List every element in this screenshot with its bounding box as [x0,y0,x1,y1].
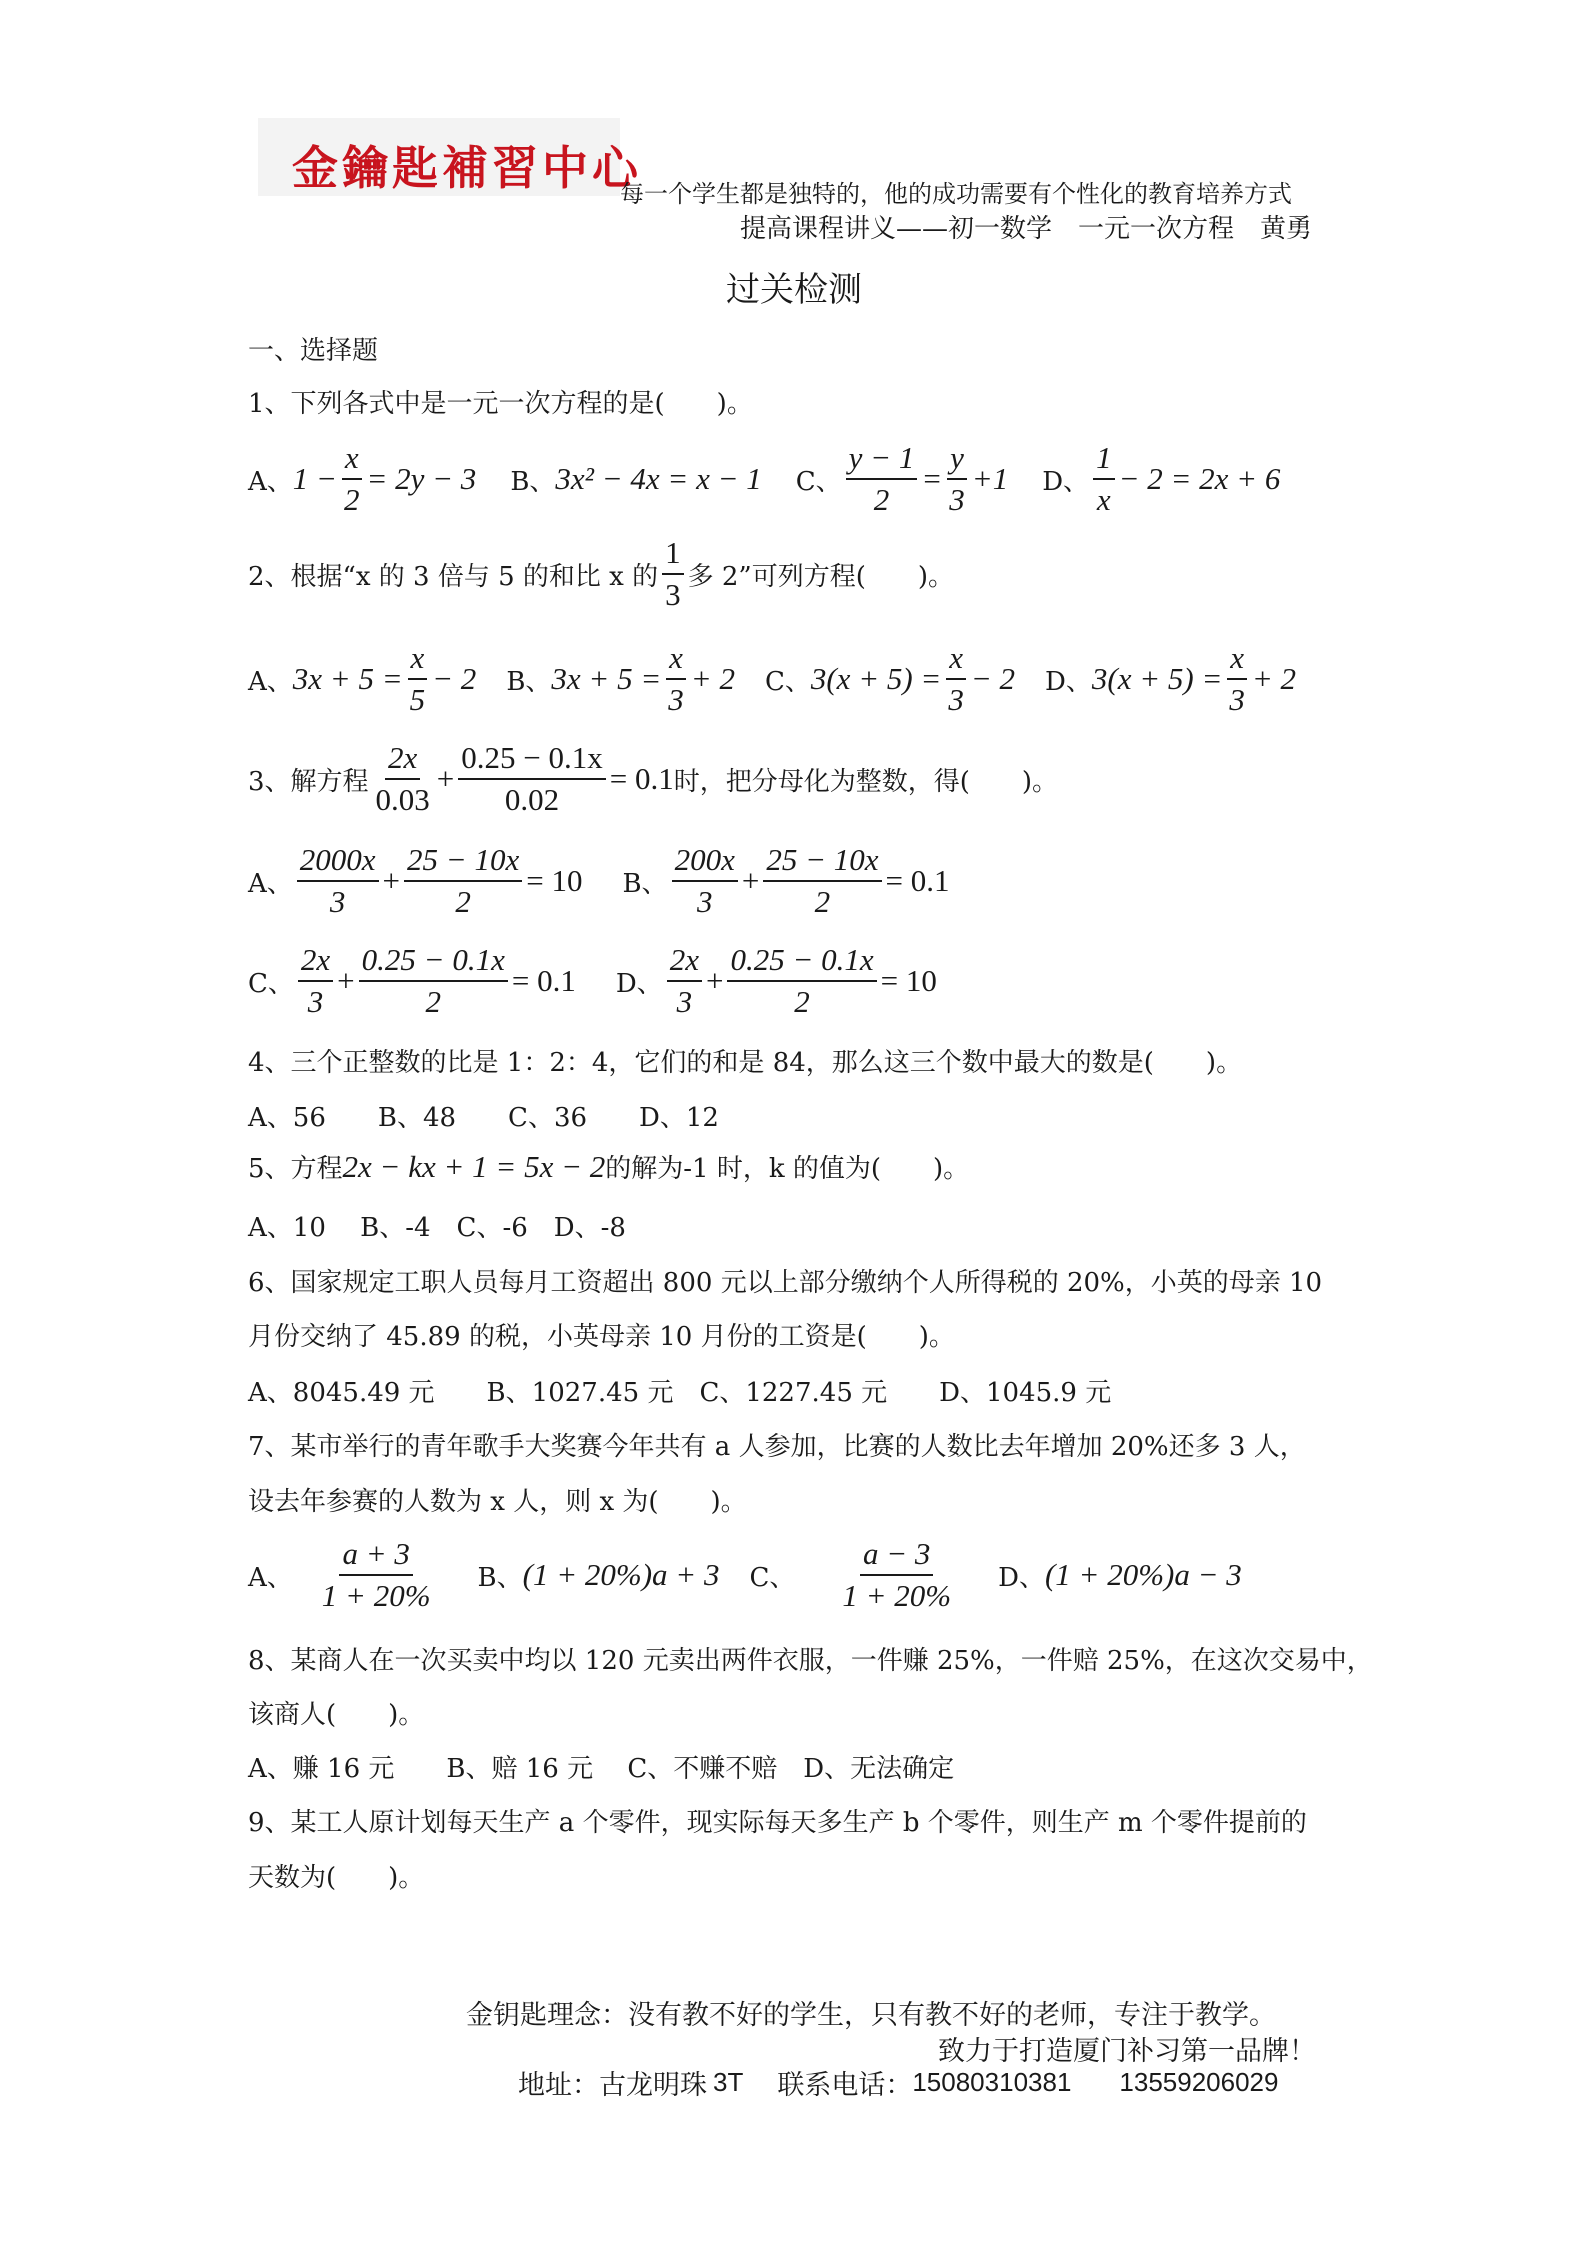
fraction [667,940,702,1022]
question-4-text: 4、三个正整数的比是 1：2：4，它们的和是 84，那么这三个数中最大的数是( )。 [248,1048,1243,1078]
numerator: 2x [385,738,420,780]
math-expr: = 0.1 [885,863,950,898]
question-5-options: A、10 B、-4 C、-6 D、-8 [248,1213,626,1243]
numerator: 0.25 − 0.1x [458,738,605,780]
question-1-text: 1、下列各式中是一元一次方程的是( )。 [248,389,753,419]
math-expr: 2x − kx + 1 = 5x − 2 [342,1148,606,1184]
tagline: 每一个学生都是独特的，他的成功需要有个性化的教育培养方式 [620,180,1292,208]
phone-number-2: 13559206029 [1119,2067,1279,2097]
denominator: 3 [329,884,346,919]
fraction [846,438,918,520]
question-6-line-2: 月份交纳了 45.89 的税，小英母亲 10 月份的工资是( )。 [248,1322,955,1352]
question-text: 3、解方程 [248,766,369,797]
logo [258,118,642,196]
math-expr: + 2 [1251,661,1297,696]
numerator: 25 − 10x [404,840,522,882]
denominator: 0.02 [504,782,560,817]
option-label: A、 [248,1562,293,1593]
question-9-line-2: 天数为( )。 [248,1863,425,1893]
fraction [1093,438,1115,520]
fraction [297,840,379,922]
math-expr: = 0.1 [511,963,576,998]
phone-label: 联系电话： [777,2070,913,2101]
option-label: C、 [795,466,842,497]
fraction [373,738,433,820]
fraction [672,840,738,922]
question-2-options [248,638,1296,720]
numerator: 2x [298,940,333,982]
math-expr: 3x + 5 = [292,661,403,696]
fraction [407,638,429,720]
fraction [404,840,522,922]
denominator: 3 [668,682,684,717]
option-label: D、 [615,968,663,999]
option-label: B、 [622,868,668,899]
fraction [298,940,333,1022]
fraction [945,638,967,720]
fraction [839,1534,954,1616]
question-9-line-1: 9、某工人原计划每天生产 a 个零件，现实际每天多生产 b 个零件，则生产 m 个零件提前的 [248,1808,1307,1838]
question-3-options-ab: A、 $\frac{2000x}{3}$ + $\frac{25 - 10x}{2}$ = 10 B、 $\frac{200x}{3}$ + $\frac{25 - 10x}{2}$ = 0.1 [248,840,949,922]
denominator: 3 [948,682,964,717]
numerator: 25 − 10x [763,840,881,882]
denominator: 1 + 20% [321,1578,431,1613]
numerator: 1 [662,533,684,575]
denominator: 2 [794,984,810,1019]
numerator: x [1227,638,1247,680]
question-text: 2、根据“x 的 3 倍与 5 的和比 x 的 [248,561,659,592]
question-8-line-2: 该商人( )。 [248,1700,425,1730]
numerator: y − 1 [846,438,918,480]
math-expr: = [921,461,943,496]
denominator: 2 [455,884,471,919]
question-6-options: A、8045.49 元 B、1027.45 元 C、1227.45 元 D、1045.9 元 [248,1378,1112,1408]
math-expr: +1 [971,461,1009,496]
question-text: 的解为-1 时，k 的值为( )。 [605,1154,970,1184]
denominator: 2 [814,884,831,919]
option-label: A、 [248,666,293,697]
phone-number-1: 15080310381 [912,2067,1072,2097]
question-5-text [248,1148,969,1185]
question-7-line-1: 7、某市举行的青年歌手大奖赛今年共有 a 人参加，比赛的人数比去年增加 20%还多 3 人， [248,1432,1306,1462]
fraction [1226,638,1248,720]
math-expr: = 2y − 3 [366,461,477,496]
math-expr: 3(x + 5) = [1091,661,1223,696]
option-label: A、 [248,466,293,497]
question-8-line-1: 8、某商人在一次买卖中均以 120 元卖出两件衣服，一件赚 25%，一件赔 25%，在这次交易中， [248,1646,1373,1676]
denominator: x [1096,482,1111,517]
question-text: 时，把分母化为整数，得( )。 [673,766,1059,797]
question-7-line-2: 设去年参赛的人数为 x 人，则 x 为( )。 [248,1487,747,1517]
question-3-options-cd: C、 $\frac{2x}{3}$ + $\frac{0.25 - 0.1x}{2}$ = 0.1 D、 $\frac{2x}{3}$ + $\frac{0.25 - 0.1x}{2}$ = 10 [248,940,937,1022]
denominator: 3 [676,984,693,1019]
numerator: x [342,438,362,480]
math-expr: 3(x + 5) = [810,661,942,696]
denominator: 3 [307,984,324,1019]
math-expr: (1 + 20%)a + 3 [522,1557,720,1592]
numerator: a − 3 [860,1534,933,1576]
fraction [665,638,687,720]
math-expr: + [436,761,455,796]
option-label: A、 [248,868,293,899]
option-label: B、 [477,1562,523,1593]
option-label: D、 [998,1562,1045,1593]
option-label: D、 [1045,666,1092,697]
math-expr: + 2 [690,661,735,696]
question-text: 5、方程 [248,1154,343,1184]
course-line: 提高课程讲义——初一数学 一元一次方程 黄勇 [740,214,1313,244]
question-1-options [248,438,1280,520]
fraction [763,840,881,922]
math-expr: = 10 [880,963,937,998]
option-label: B、 [506,666,552,697]
numerator: y [947,438,967,480]
option-label: C、 [764,666,811,697]
numerator: x [666,638,686,680]
fraction [946,438,968,520]
math-expr: 1 − [292,461,337,496]
footer-motto: 金钥匙理念：没有教不好的学生，只有教不好的老师，专注于教学。 [466,2000,1276,2031]
numerator: 2000x [297,840,379,882]
option-label: D、 [1042,466,1090,497]
option-label: B、 [510,466,556,497]
denominator: 5 [409,682,426,717]
math-expr: − 2 = 2x + 6 [1118,461,1281,496]
math-expr: = 0.1 [609,761,674,796]
denominator: 3 [665,577,681,612]
denominator: 3 [949,482,965,517]
numerator: 200x [672,840,738,882]
math-expr: = 10 [526,863,583,898]
numerator: 0.25 − 0.1x [727,940,876,982]
question-8-options: A、赚 16 元 B、赔 16 元 C、不赚不赔 D、无法确定 [248,1754,955,1784]
numerator: a + 3 [339,1534,412,1576]
denominator: 2 [425,984,441,1019]
math-expr: (1 + 20%)a − 3 [1044,1557,1242,1592]
footer-contact [518,2063,1278,2102]
question-6-line-1: 6、国家规定工职人员每月工资超出 800 元以上部分缴纳个人所得税的 20%，小英的母亲 10 [248,1268,1323,1298]
fraction [341,438,363,520]
logo-text: 金鑰匙補習中心 [292,141,642,195]
math-expr: − 2 [970,661,1016,696]
math-expr: 3x² − 4x = x − 1 [555,461,762,496]
question-4-options: A、56 B、48 C、36 D、12 [248,1103,719,1133]
denominator: 1 + 20% [842,1578,952,1613]
question-text: 多 2”可列方程( )。 [687,561,954,592]
numerator: 0.25 − 0.1x [359,940,508,982]
numerator: x [408,638,428,680]
question-2-text [248,533,954,615]
question-3-text [248,738,1058,820]
denominator: 2 [873,482,890,517]
address-label: 地址：古龙明珠 [518,2070,707,2101]
denominator: 0.03 [375,782,430,817]
address-room: 3T [713,2067,744,2097]
denominator: 3 [696,884,713,919]
option-label: C、 [749,1562,796,1593]
numerator: 2x [667,940,702,982]
denominator: 3 [1229,682,1245,717]
fraction [662,533,684,615]
question-7-options [248,1534,1242,1616]
math-expr: − 2 [432,661,477,696]
fraction [458,738,605,820]
numerator: 1 [1093,438,1115,480]
footer-slogan: 致力于打造厦门补习第一品牌！ [938,2036,1316,2067]
fraction [319,1534,434,1616]
denominator: 2 [343,482,360,517]
option-label: C、 [248,968,294,999]
fraction [727,940,876,1022]
numerator: x [946,638,966,680]
section-heading: 一、选择题 [248,336,379,366]
page-title: 过关检测 [726,270,862,310]
math-expr: 3x + 5 = [551,661,662,696]
fraction [359,940,508,1022]
